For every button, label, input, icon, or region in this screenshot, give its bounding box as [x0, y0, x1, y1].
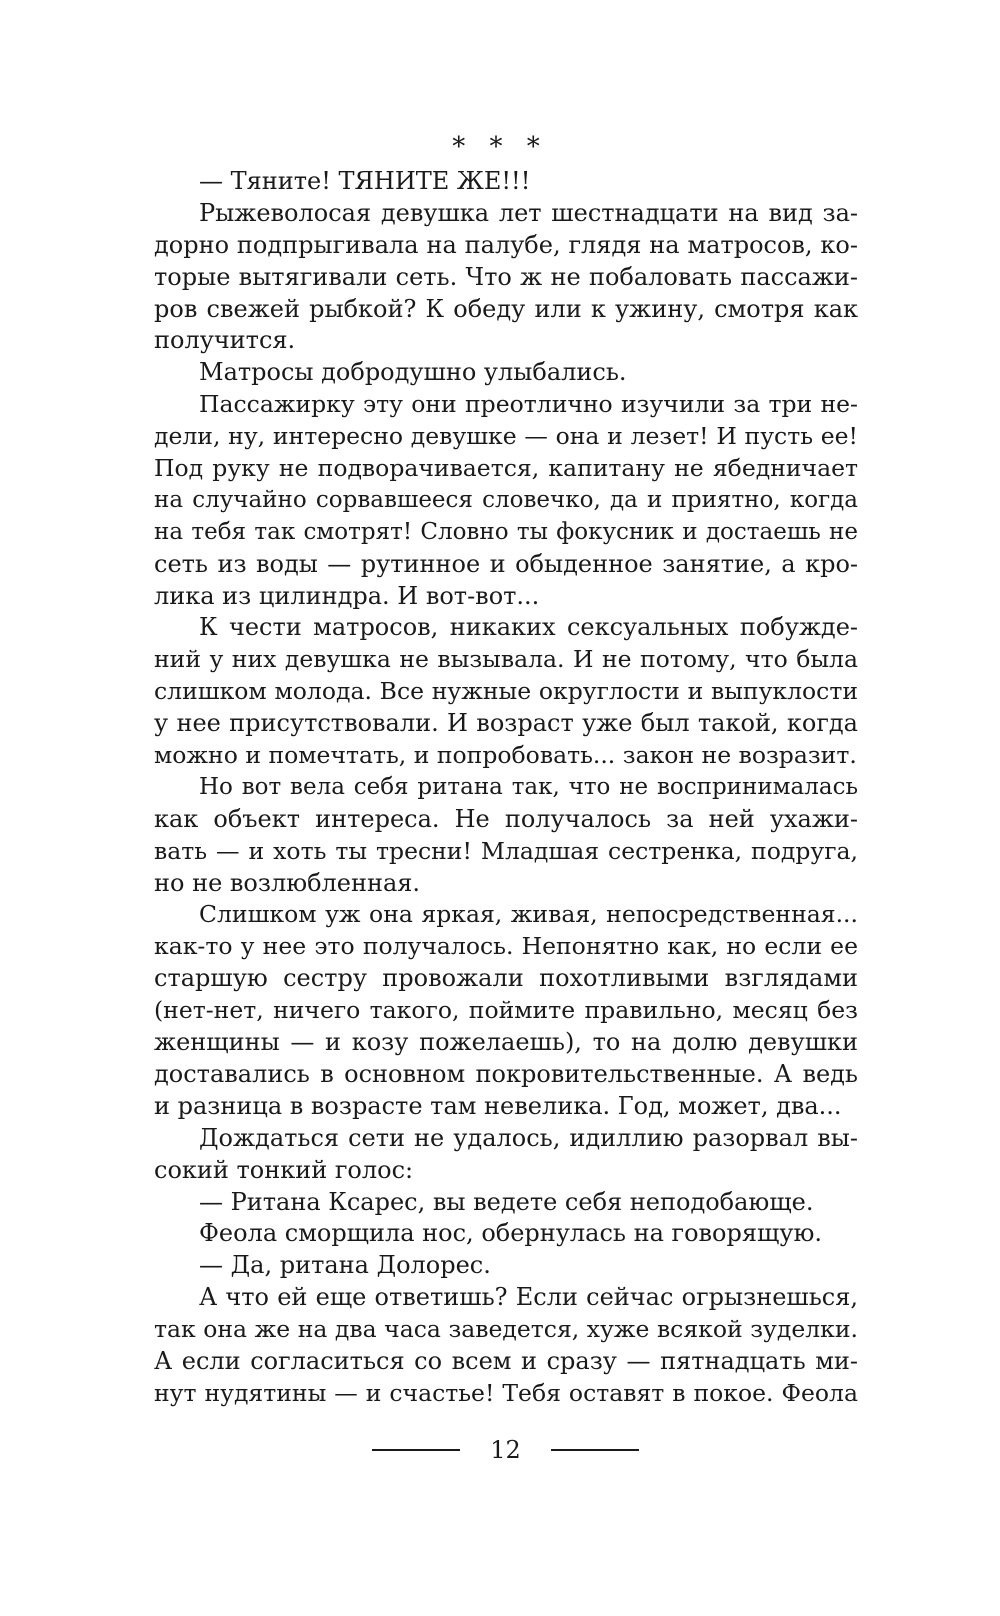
text-line: ний у них девушка не вызывала. И не потому, что была [154, 645, 858, 674]
text-line: — Тяните! ТЯНИТЕ ЖЕ!!! [199, 167, 531, 195]
text-line: Пассажирку эту они преотлично изучили за три не- [199, 390, 858, 419]
text-line: торые вытягивали сеть. Что ж не побаловать пассажи- [154, 262, 858, 291]
text-line: слишком молода. Все нужные округлости и выпуклости [154, 677, 858, 706]
text-line: Дождаться сети не удалось, идиллию разорвал вы- [199, 1123, 858, 1152]
text-line: Феола сморщила нос, обернулась на говорящую. [199, 1219, 822, 1248]
text-line: Рыжеволосая девушка лет шестнадцати на вид за- [199, 198, 858, 227]
text-line: на случайно сорвавшееся словечко, да и приятно, когда [154, 486, 858, 513]
text-line: А если согласиться со всем и сразу — пятнадцать ми- [154, 1346, 858, 1375]
text-line: вать — и хоть ты тресни! Младшая сестренка, подруга, [154, 836, 858, 865]
text-line: Слишком уж она яркая, живая, непосредственная... [199, 900, 858, 929]
text-line: доставались в основном покровительственные. А ведь [154, 1059, 858, 1088]
text-line: женщины — и козу пожелаешь), то на долю девушки [154, 1028, 858, 1057]
footer-rule-right [551, 1449, 639, 1451]
text-line: дорно подпрыгивала на палубе, глядя на матросов, ко- [154, 230, 858, 259]
text-line: сокий тонкий голос: [154, 1155, 414, 1184]
text-line: — Ритана Ксарес, вы ведете себя неподобающе. [199, 1187, 814, 1216]
text-line: на тебя так смотрят! Словно ты фокусник и достаешь не [154, 518, 858, 545]
text-line: лика из цилиндра. И вот-вот... [154, 581, 540, 610]
text-line: Матросы добродушно улыбались. [199, 358, 627, 387]
text-line: как-то у нее это получалось. Непонятно как, но если ее [154, 932, 858, 961]
text-line: А что ей еще ответишь? Если сейчас огрызнешься, [199, 1283, 858, 1312]
page-footer [0, 1432, 1000, 1468]
text-line: но не возлюбленная. [154, 868, 421, 897]
text-line: К чести матросов, никаких сексуальных побужде- [199, 613, 858, 642]
text-line: Но вот вела себя ритана так, что не воспринималась [199, 773, 858, 800]
footer-rule-left [372, 1449, 460, 1451]
text-line: Под руку не подворачивается, капитану не ябедничает [154, 454, 858, 483]
text-line: так она же на два часа заведется, хуже всякой зуделки. [154, 1315, 858, 1344]
text-line: у нее присутствовали. И возраст уже был такой, когда [154, 709, 858, 738]
text-line: сеть из воды — рутинное и обыденное занятие, а кро- [154, 549, 858, 578]
text-line: ров свежей рыбкой? К обеду или к ужину, смотря как [154, 294, 858, 323]
text-line: и разница в возрасте там невелика. Год, может, два... [154, 1091, 842, 1120]
text-line: как объект интереса. Не получалось за ней ухажи- [154, 804, 858, 833]
text-line: дели, ну, интересно девушке — она и лезет! И пусть ее! [154, 422, 858, 451]
text-line: нут нудятины — и счастье! Тебя оставят в покое. Феола [154, 1378, 858, 1407]
text-line: старшую сестру провожали похотливыми взглядами [154, 964, 858, 993]
text-line: — Да, ритана Долорес. [199, 1251, 491, 1280]
section-separator: * * * [452, 132, 548, 162]
text-line: получится. [154, 326, 296, 355]
page-number: 12 [490, 1436, 521, 1464]
text-line: (нет-нет, ничего такого, поймите правильно, месяц без [154, 996, 858, 1025]
body-text [154, 166, 858, 1410]
text-line: можно и помечтать, и попробовать... закон не возразит. [154, 741, 857, 770]
